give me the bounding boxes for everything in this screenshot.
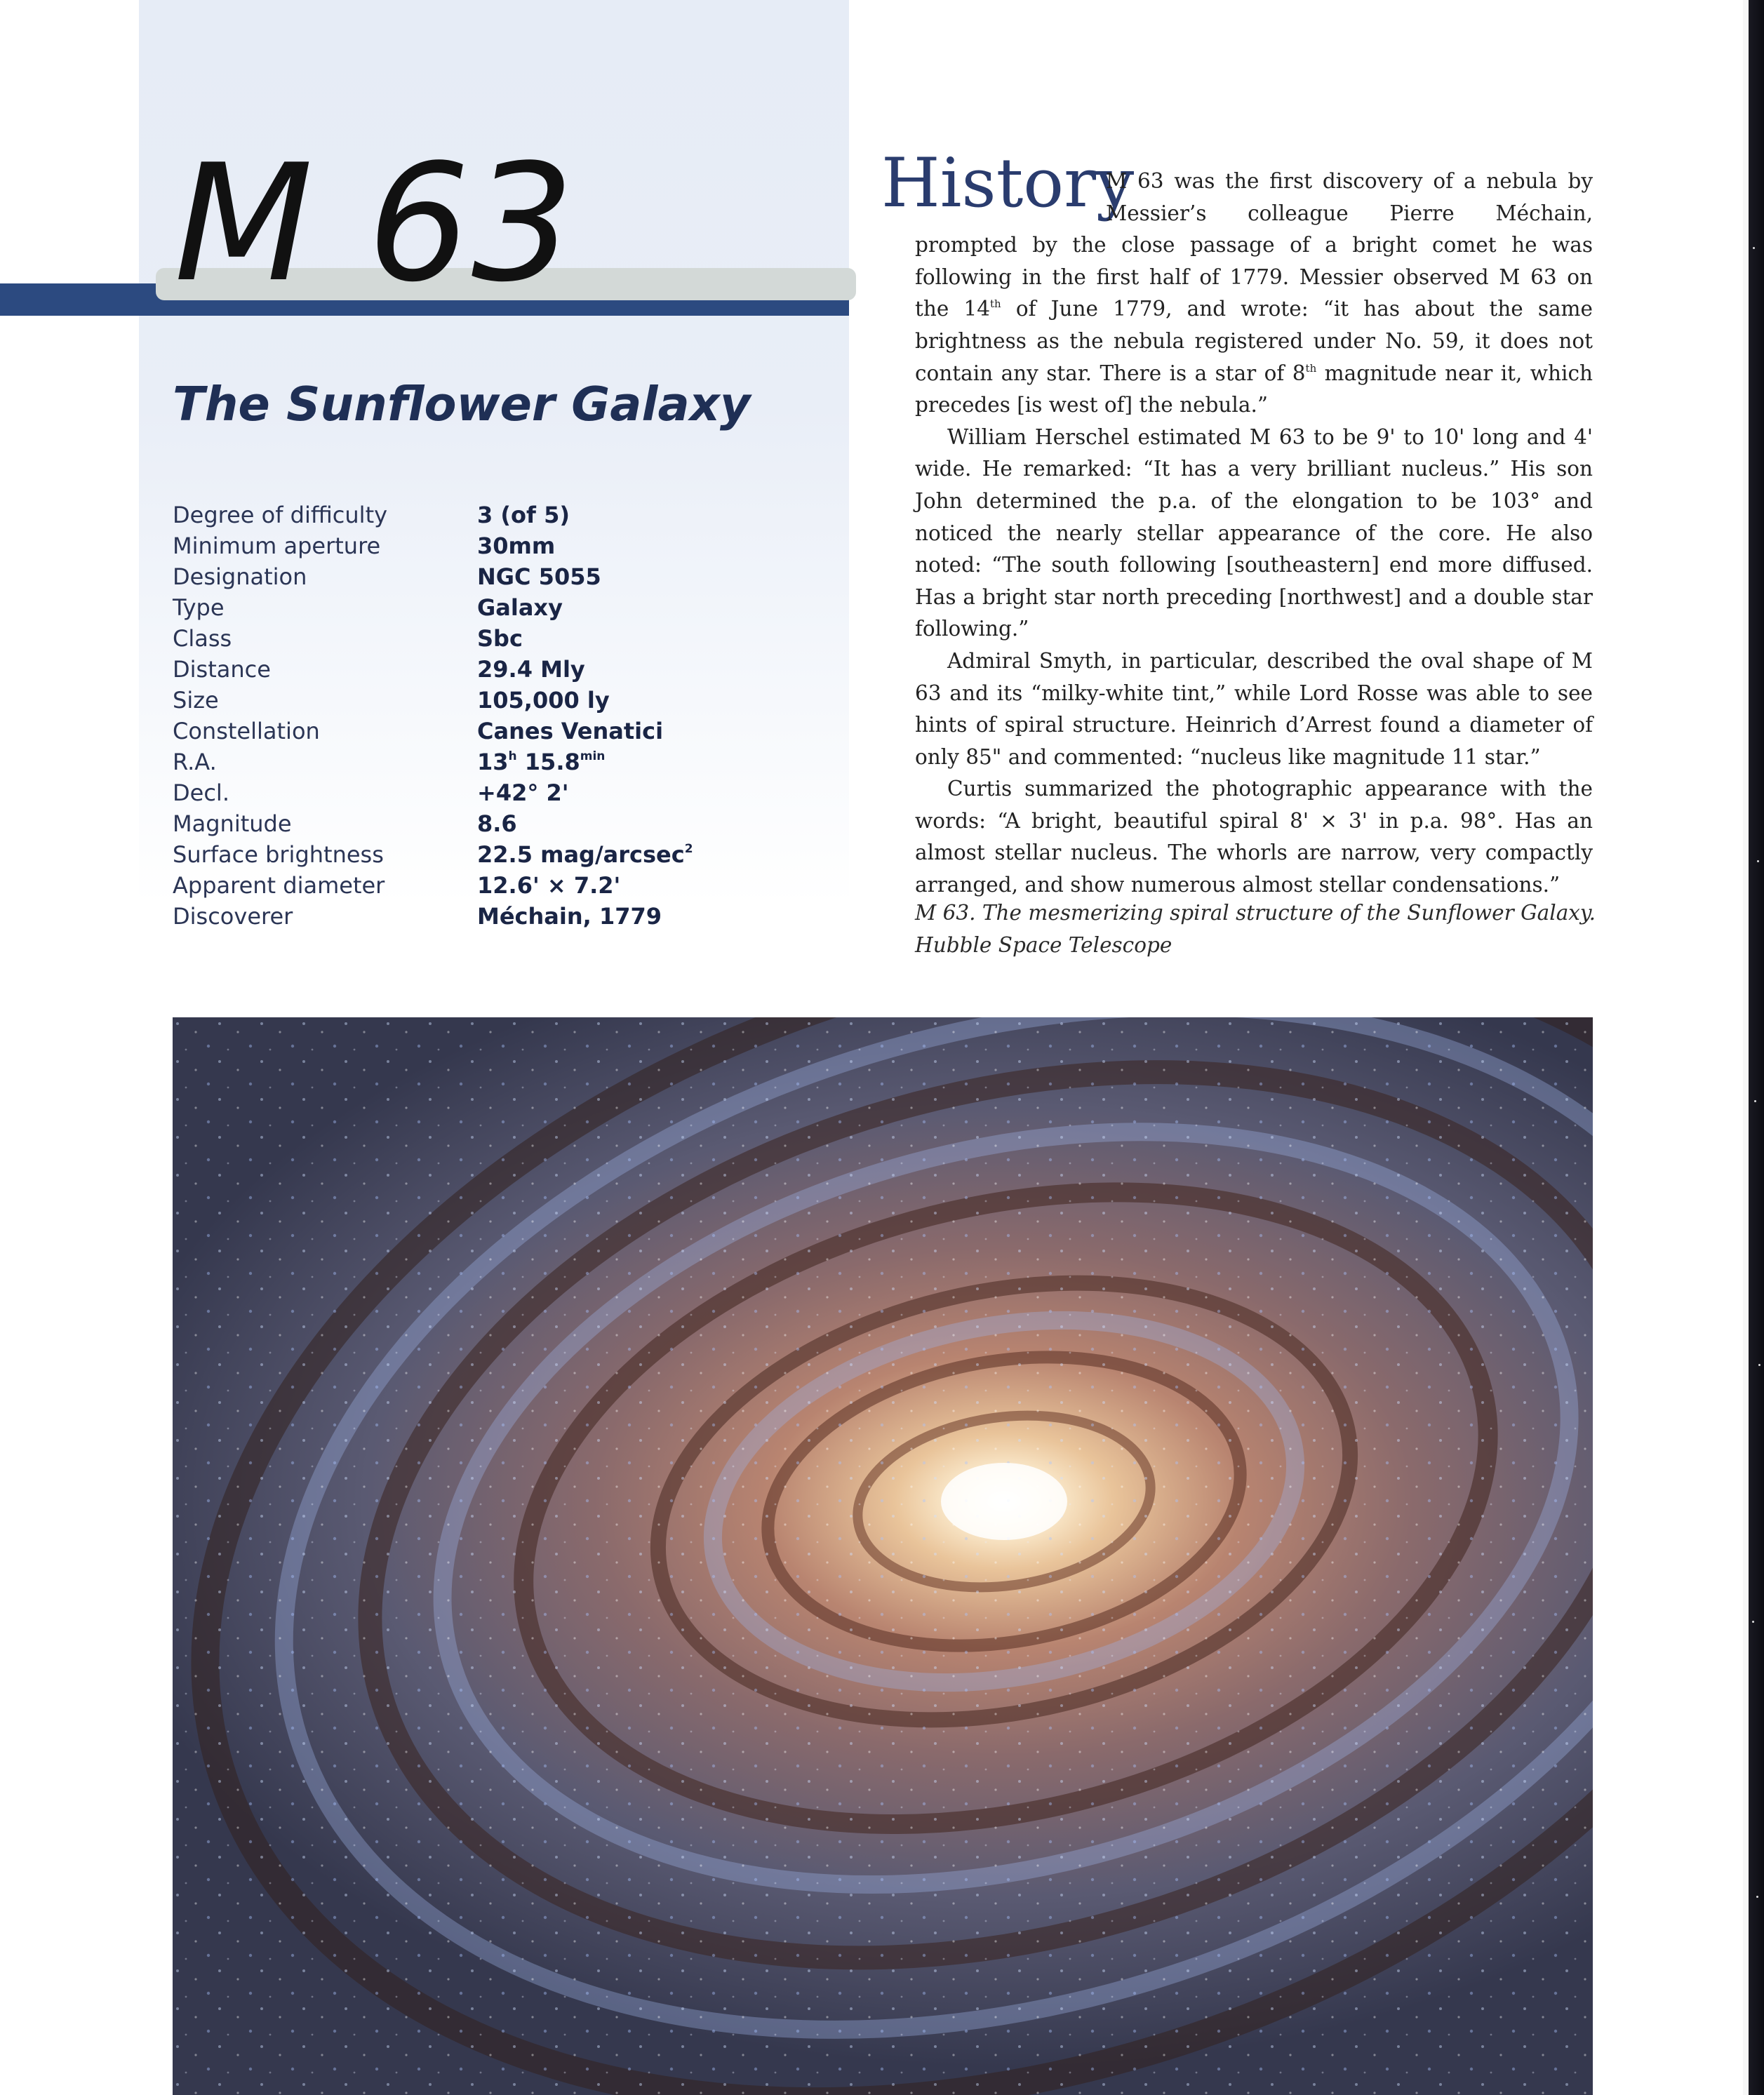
fact-label: Apparent diameter [173,872,385,899]
facts-table [173,500,804,932]
fact-value: Méchain, 1779 [477,903,662,930]
fact-label: Magnitude [173,810,292,837]
fact-row [173,623,804,654]
fact-row [173,716,804,747]
fact-label: Size [173,687,219,714]
fact-label: Discoverer [173,903,293,930]
history-paragraph: M 63 was the first discovery of a nebula by Messier’s colleague Pierre Méchain, prompted by the close passage of a bright comet he was following in the first half of 1779. Messier observed M 63 on the 14th of June 1779, and wrote: “it has about the same brightness as the nebula registered under No. 59, it does not contain any star. There is a star of 8th magnitude near it, which precedes [is west of] the nebula.” [915,169,1593,417]
fact-value: 13$^h$ $15.8^{min}$ [477,749,606,775]
photo-caption [915,897,1603,961]
fact-label: R.A. [173,749,217,775]
fact-row [173,685,804,716]
history-body [915,166,1593,902]
fact-value: Sbc [477,625,523,652]
history-heading: History [881,144,1135,222]
fact-row [173,777,804,808]
fact-row [173,839,804,870]
caption-credit: Hubble Space Telescope [915,933,1172,957]
fact-label: Degree of difficulty [173,502,388,528]
fact-row [173,530,804,561]
fact-row [173,500,804,530]
fact-label: Minimum aperture [173,533,381,559]
page-title: M 63 [174,130,576,318]
fact-label: Constellation [173,718,320,744]
fact-label: Class [173,625,232,652]
fact-label: Surface brightness [173,841,384,868]
fact-value: Galaxy [477,594,563,621]
fact-value: 3 (of 5) [477,502,570,528]
fact-value: 30mm [477,533,556,559]
adjacent-page-strip [1749,0,1764,2095]
fact-value: 12.6' × 7.2' [477,872,621,899]
fact-value: +42° 2' [477,779,569,806]
caption-line: M 63. The mesmerizing spiral structure of the Sunflower Galaxy. [915,901,1596,925]
fact-row [173,592,804,623]
fact-value: Canes Venatici [477,718,664,744]
galaxy-photo [173,1017,1593,2095]
fact-row [173,808,804,839]
fact-label: Designation [173,563,307,590]
history-paragraph: Admiral Smyth, in particular, described the oval shape of M 63 and its “milky-white tint,” while Lord Rosse was able to see hints of spiral structure. Heinrich d’Arrest found a diameter of only 85" and commented: “nucleus like magnitude 11 star.” [915,648,1593,769]
history-paragraph: William Herschel estimated M 63 to be 9' to 10' long and 4' wide. He remarked: “It has a very brilliant nucleus.” His son John determined the p.a. of the elongation to be 103° and noticed the nearly stellar appearance of the core. He also noted: “The south following [southeastern] end more diffused. Has a bright star north preceding [northwest] and a double star following.” [915,424,1593,641]
object-common-name: The Sunflower Galaxy [173,377,751,431]
fact-value: 8.6 [477,810,517,837]
fact-row [173,561,804,592]
fact-label: Decl. [173,779,229,806]
fact-value: 29.4 Mly [477,656,585,683]
fact-label: Distance [173,656,271,683]
fact-row [173,747,804,777]
fact-row [173,901,804,932]
page-edge [1743,0,1749,2095]
galaxy-image [173,1017,1593,2095]
fact-value: 22.5 mag/arcsec$^2$ [477,841,693,868]
fact-value: 105,000 ly [477,687,610,714]
fact-value: NGC 5055 [477,563,601,590]
fact-label: Type [173,594,225,621]
fact-row [173,870,804,901]
fact-row [173,654,804,685]
history-paragraph: Curtis summarized the photographic appearance with the words: “A bright, beautiful spiral 8' × 3' in p.a. 98°. Has an almost stellar nucleus. The whorls are narrow, very compactly arranged, and show numerous almost stellar condensations.” [915,777,1593,897]
